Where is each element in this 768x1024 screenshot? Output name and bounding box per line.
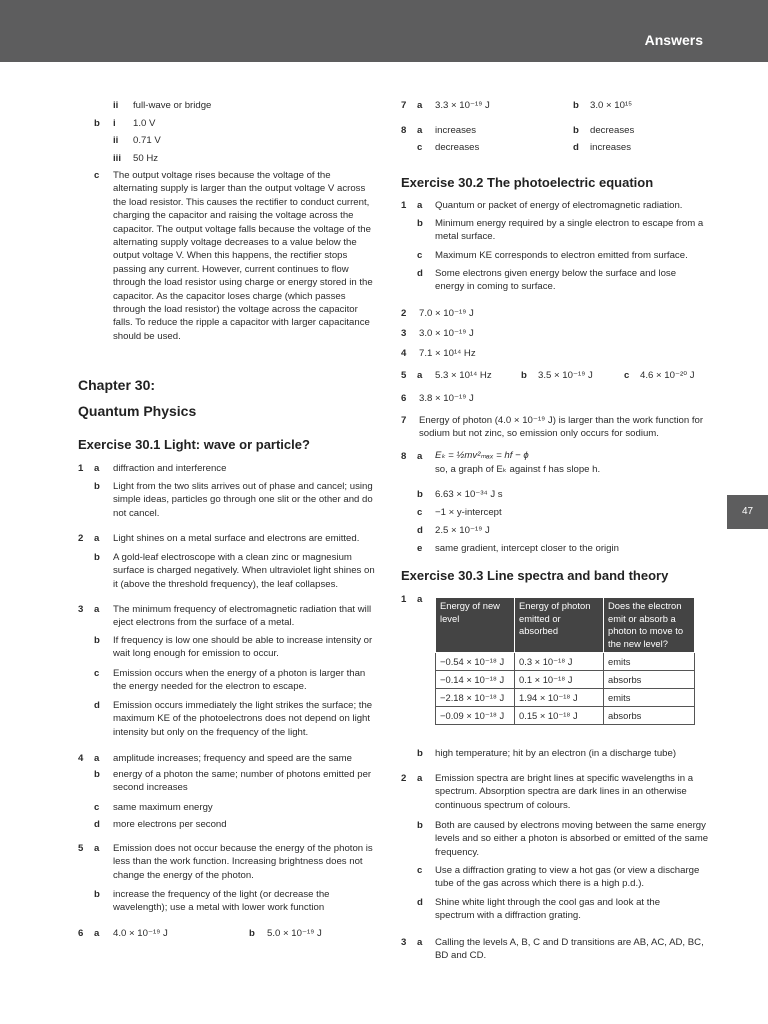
- item-label: b: [94, 635, 100, 646]
- answer-text: 1.0 V: [133, 118, 156, 129]
- answer-text: Some electrons given energy below the surface and lose energy in coming to surface.: [435, 268, 677, 293]
- answer-text: high temperature; hit by an electron (in a discharge tube): [435, 748, 677, 759]
- answer-text: 2.5 × 10⁻¹⁹ J: [435, 525, 490, 536]
- question-number: 2: [78, 533, 84, 544]
- answer-text: Light from the two slits arrives out of phase and cancel; using simple ideas, particles go through one slit or the other and do not cancel.: [113, 481, 373, 519]
- item-label: c: [417, 250, 423, 261]
- question-number: 3: [401, 328, 407, 339]
- table-row: [436, 671, 695, 689]
- table-cell: absorbs: [604, 707, 695, 725]
- item-label: c: [624, 370, 630, 381]
- table-cell: −0.54 × 10⁻¹⁸ J: [436, 653, 515, 671]
- table-cell: 0.15 × 10⁻¹⁸ J: [515, 707, 604, 725]
- question-number: 8: [401, 451, 407, 462]
- question-number: 7: [401, 415, 407, 426]
- answer-text: Both are caused by electrons moving between the same energy levels and so either a photon is absorbed or emitted of the same frequency.: [435, 820, 709, 858]
- answer-text: A gold-leaf electroscope with a clean zinc or magnesium surface is charged negatively. When ultraviolet light shines on it (above the threshold frequency), the leaf collapses.: [113, 552, 375, 590]
- energy-levels-table: [435, 597, 695, 725]
- table-header-row: [436, 598, 695, 653]
- answer-text: Emission occurs when the energy of a photon is larger than the energy needed for the electron to escape.: [113, 668, 366, 693]
- item-label: c: [94, 668, 100, 679]
- answer-text: amplitude increases; frequency and speed are the same: [113, 753, 352, 764]
- item-label: a: [417, 451, 423, 462]
- table-cell: −2.18 × 10⁻¹⁸ J: [436, 689, 515, 707]
- item-label: b: [417, 748, 423, 759]
- header-title: Answers: [644, 32, 703, 48]
- question-number: 2: [401, 773, 407, 784]
- item-label: a: [94, 928, 100, 939]
- answer-text: 3.3 × 10⁻¹⁹ J: [435, 100, 490, 111]
- answer-text: increase the frequency of the light (or decrease the wavelength); use a metal with lower work function: [113, 889, 330, 914]
- item-label: d: [417, 897, 423, 908]
- item-label: a: [417, 773, 423, 784]
- item-label: b: [249, 928, 255, 939]
- table-row: [436, 707, 695, 725]
- answer-text: same maximum energy: [113, 802, 213, 813]
- item-label: c: [417, 507, 423, 518]
- item-label: a: [417, 200, 423, 211]
- question-number: 3: [78, 604, 84, 615]
- item-label: ii: [113, 135, 119, 146]
- answer-text: 5.0 × 10⁻¹⁹ J: [267, 928, 322, 939]
- item-label: c: [94, 802, 100, 813]
- answer-text: 0.71 V: [133, 135, 161, 146]
- answer-text: Minimum energy required by a single electron to escape from a metal surface.: [435, 218, 704, 243]
- answer-text: diffraction and interference: [113, 463, 227, 474]
- answer-text: increases: [435, 125, 477, 136]
- item-label: e: [417, 543, 423, 554]
- table-row: [436, 689, 695, 707]
- answer-text: The minimum frequency of electromagnetic radiation that will eject electrons from the surface of a metal.: [113, 604, 372, 629]
- item-label: a: [94, 753, 100, 764]
- answer-text: Emission does not occur because the energy of the photon is less than the work function. Increasing brightness does not change the energy of the photon.: [113, 843, 373, 881]
- item-label: a: [94, 463, 100, 474]
- table-cell: 0.3 × 10⁻¹⁸ J: [515, 653, 604, 671]
- question-number: 1: [401, 594, 407, 605]
- table-cell: 0.1 × 10⁻¹⁸ J: [515, 671, 604, 689]
- table-cell: −0.09 × 10⁻¹⁸ J: [436, 707, 515, 725]
- question-number: 6: [78, 928, 84, 939]
- exercise-heading: Exercise 30.3 Line spectra and band theory: [401, 568, 669, 583]
- question-number: 4: [401, 348, 407, 359]
- item-label: c: [417, 865, 423, 876]
- page-number-tab: 47: [727, 495, 768, 529]
- table-cell: absorbs: [604, 671, 695, 689]
- answer-text: 7.0 × 10⁻¹⁹ J: [419, 308, 474, 319]
- answer-text: so, a graph of Eₖ against f has slope h.: [435, 464, 601, 475]
- answer-text: 6.63 × 10⁻³⁴ J s: [435, 489, 503, 500]
- answer-text: 5.3 × 10¹⁴ Hz: [435, 370, 492, 381]
- question-number: 5: [78, 843, 84, 854]
- table-header-cell: Energy of photon emitted or absorbed: [515, 598, 604, 653]
- answer-text: more electrons per second: [113, 819, 227, 830]
- answer-text: Use a diffraction grating to view a hot gas (or view a discharge tube of the gas across which there is a high p.d.).: [435, 865, 700, 890]
- item-label: ii: [113, 100, 119, 111]
- answer-text: 50 Hz: [133, 153, 159, 164]
- item-label: a: [417, 937, 423, 948]
- answer-text: Emission spectra are bright lines at specific wavelengths in a spectrum. Absorption spectra are dark lines in an otherwise continuous spectrum of colours.: [435, 773, 694, 811]
- answer-text: Maximum KE corresponds to electron emitted from surface.: [435, 250, 688, 261]
- question-number: 6: [401, 393, 407, 404]
- table-cell: emits: [604, 689, 695, 707]
- answer-text: Shine white light through the cool gas and look at the spectrum with a diffraction grating.: [435, 897, 661, 922]
- answer-text: 4.6 × 10⁻²⁰ J: [640, 370, 695, 381]
- answer-text: 3.0 × 10¹⁵: [590, 100, 633, 111]
- item-label: b: [94, 552, 100, 563]
- table-cell: −0.14 × 10⁻¹⁸ J: [436, 671, 515, 689]
- table-cell: 1.94 × 10⁻¹⁸ J: [515, 689, 604, 707]
- answer-text: 3.0 × 10⁻¹⁹ J: [419, 328, 474, 339]
- item-label: b: [417, 489, 423, 500]
- answer-text: 3.8 × 10⁻¹⁹ J: [419, 393, 474, 404]
- answer-text: 3.5 × 10⁻¹⁹ J: [538, 370, 593, 381]
- exercise-heading: Exercise 30.2 The photoelectric equation: [401, 175, 654, 190]
- item-label: b: [94, 769, 100, 780]
- question-number: 3: [401, 937, 407, 948]
- chapter-subtitle: Quantum Physics: [78, 403, 197, 419]
- table-cell: emits: [604, 653, 695, 671]
- item-label: b: [573, 125, 579, 136]
- answer-text: Calling the levels A, B, C and D transitions are AB, AC, AD, BC, BD and CD.: [435, 937, 704, 962]
- item-label: a: [94, 604, 100, 615]
- equation: Eₖ = ½mv²ₘₐₓ = hf − ϕ: [435, 450, 529, 461]
- item-label: b: [521, 370, 527, 381]
- header-bar: [0, 0, 768, 62]
- answer-text: 4.0 × 10⁻¹⁹ J: [113, 928, 168, 939]
- answer-text: −1 × y-intercept: [435, 507, 502, 518]
- exercise-heading: Exercise 30.1 Light: wave or particle?: [78, 437, 310, 452]
- question-number: 5: [401, 370, 407, 381]
- item-label: b: [573, 100, 579, 111]
- answer-text: Energy of photon (4.0 × 10⁻¹⁹ J) is larger than the work function for sodium but not zinc, so emission only occurs for sodium.: [419, 415, 704, 440]
- answer-text: If frequency is low one should be able to increase intensity or wait long enough for emission to occur.: [113, 635, 373, 660]
- item-label: d: [417, 268, 423, 279]
- answer-paragraph: The output voltage rises because the voltage of the alternating supply is larger than the output voltage V across the load resistor. This causes the rectifier to conduct current, charging the capacitor and raising the voltage across the capacitor. The output voltage falls because the voltage of the alternating supply voltage decreases to a value below the output voltage V. When this happens, the rectifier stops passing any current. However, current continues to flow through the load resistor using charge or energy stored in the capacitor. As the capacitor loses charge (which passes through the load resistor) the voltage across the capacitor falls. To reduce the ripple a capacitor with larger capacitance should be used.: [113, 170, 373, 342]
- table-header-cell: Energy of new level: [436, 598, 515, 653]
- question-number: 1: [401, 200, 407, 211]
- question-number: 7: [401, 100, 407, 111]
- item-label: a: [417, 370, 423, 381]
- question-number: 8: [401, 125, 407, 136]
- item-label: b: [417, 218, 423, 229]
- answer-text: Light shines on a metal surface and electrons are emitted.: [113, 533, 360, 544]
- item-label: c: [417, 142, 423, 153]
- answer-text: energy of a photon the same; number of photons emitted per second increases: [113, 769, 372, 794]
- item-label: i: [113, 118, 116, 129]
- item-label: iii: [113, 153, 121, 164]
- question-number: 2: [401, 308, 407, 319]
- item-label: d: [417, 525, 423, 536]
- question-number: 4: [78, 753, 84, 764]
- item-label: b: [94, 889, 100, 900]
- table-row: [436, 653, 695, 671]
- item-label: a: [417, 125, 423, 136]
- answer-text: 7.1 × 10¹⁴ Hz: [419, 348, 476, 359]
- answer-text: Quantum or packet of energy of electromagnetic radiation.: [435, 200, 683, 211]
- item-label: a: [417, 100, 423, 111]
- item-label: b: [94, 118, 100, 129]
- item-label: c: [94, 170, 100, 181]
- answer-text: same gradient, intercept closer to the origin: [435, 543, 619, 554]
- answer-text: increases: [590, 142, 632, 153]
- item-label: d: [94, 700, 100, 711]
- question-number: 1: [78, 463, 84, 474]
- item-label: a: [94, 533, 100, 544]
- chapter-title: Chapter 30:: [78, 377, 156, 393]
- answer-text: decreases: [435, 142, 480, 153]
- table-header-cell: Does the electron emit or absorb a photon to move to the new level?: [604, 598, 695, 653]
- item-label: b: [94, 481, 100, 492]
- item-label: a: [417, 594, 423, 605]
- answer-text: full-wave or bridge: [133, 100, 212, 111]
- answer-text: Emission occurs immediately the light strikes the surface; the maximum KE of the photoelectrons does not depend on light intensity but only on the frequency of the light.: [113, 700, 373, 738]
- answer-text: decreases: [590, 125, 635, 136]
- item-label: b: [417, 820, 423, 831]
- item-label: a: [94, 843, 100, 854]
- item-label: d: [94, 819, 100, 830]
- item-label: d: [573, 142, 579, 153]
